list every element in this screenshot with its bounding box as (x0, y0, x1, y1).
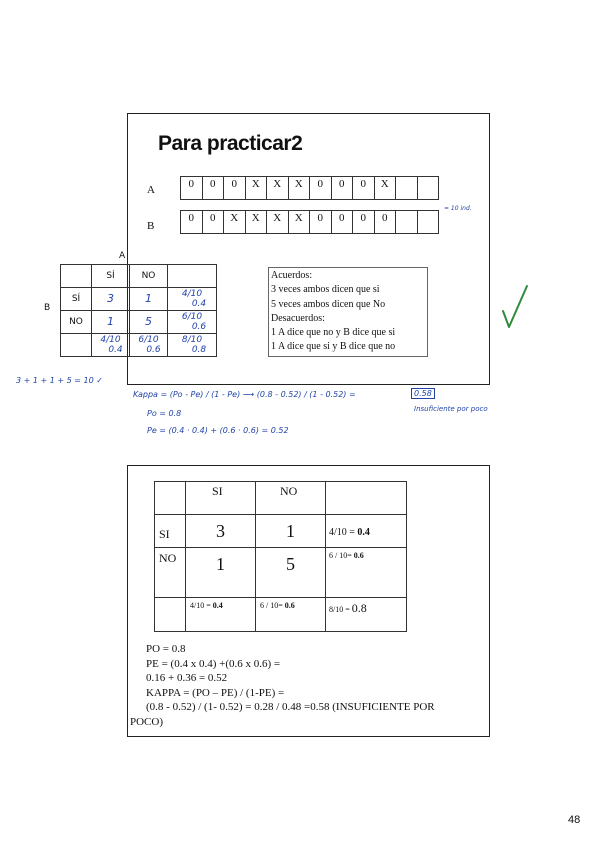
row-header-no: NO (61, 311, 92, 334)
grid-cell: X (245, 177, 267, 200)
fraction: 4/10 (100, 335, 121, 345)
grand-total (326, 598, 407, 632)
row-total-si (326, 515, 407, 548)
grid-cell: 0 (331, 211, 353, 234)
row-a-label: A (147, 184, 155, 196)
grid-cell: X (288, 177, 310, 200)
fraction: 6 / 10= (260, 601, 285, 610)
col-total-si (186, 598, 256, 632)
totals-corner (155, 598, 186, 632)
grid-cell: 0 (331, 177, 353, 200)
calc-line: POCO) (130, 715, 164, 728)
rater-a-grid (180, 176, 439, 200)
slide-solution (127, 465, 490, 737)
table-corner (61, 265, 92, 288)
table-corner (155, 482, 186, 515)
cell-si-si: 3 (92, 288, 130, 311)
calc-line: PE = (0.4 x 0.4) +(0.6 x 0.6) = (146, 657, 281, 670)
probability: 0.4 (212, 601, 223, 610)
cell-no-no: 5 (130, 311, 168, 334)
agreement-line: 1 A dice que no y B dice que si (271, 327, 396, 339)
agreement-line: Acuerdos: (271, 270, 313, 281)
row-total-no (168, 311, 217, 334)
col-header-si: SI (186, 482, 256, 515)
probability: 0.8 (351, 601, 367, 615)
row-total-si (168, 288, 217, 311)
probability: 0.4 (108, 345, 123, 355)
cell-si-si: 3 (186, 515, 256, 548)
agreement-box (268, 267, 428, 357)
fraction: 8/10 = (329, 605, 352, 614)
kappa-calculation (128, 642, 483, 729)
totals-corner (61, 334, 92, 357)
cell-si-no: 1 (256, 515, 326, 548)
grid-cell: X (374, 177, 396, 200)
contingency-table (154, 481, 407, 632)
row-b-label: B (147, 220, 155, 232)
fraction: 8/10 (181, 335, 203, 345)
grid-cell: X (267, 177, 289, 200)
handwritten-b-label: B (44, 303, 51, 313)
agreement-line: Desacuerdos: (271, 312, 325, 324)
col-header-no: NO (130, 265, 168, 288)
probability: 0.6 (353, 551, 364, 560)
handwritten-note-10: = 10 ind. (444, 205, 472, 212)
grid-cell: 0 (353, 177, 375, 200)
agreement-line: 1 A dice que si y B dice que no (271, 341, 396, 353)
handwritten-kappa-result: 0.58 (411, 388, 435, 399)
col-total-no (130, 334, 168, 357)
probability: 0.4 (191, 299, 207, 309)
grid-cell: 0 (310, 177, 332, 200)
calc-line: 0.16 + 0.36 = 0.52 (146, 672, 228, 684)
fraction: 6/10 (181, 312, 203, 322)
row-header-si: SÍ (61, 288, 92, 311)
probability: 0.6 (146, 345, 161, 355)
col-header-si: SÍ (92, 265, 130, 288)
handwritten-sum: 3 + 1 + 1 + 5 = 10 ✓ (16, 376, 103, 385)
handwritten-a-label: A (119, 251, 126, 261)
col-total-no (256, 598, 326, 632)
grid-cell: 0 (353, 211, 375, 234)
row-total-no (326, 548, 407, 598)
slide-title: Para practicar2 (158, 132, 303, 155)
grid-cell: 0 (310, 211, 332, 234)
handwritten-kappa-formula: Kappa = (Po - Pe) / (1 - Pe) ⟶ (0.8 - 0.52) / (1 - 0.52) = (133, 390, 356, 399)
grid-cell (417, 177, 439, 200)
grid-cell: X (267, 211, 289, 234)
grid-cell (396, 211, 418, 234)
fraction: 6 / 10= (329, 551, 354, 560)
page-number: 48 (568, 814, 581, 826)
fraction: 4/10 (181, 289, 203, 299)
grid-cell (396, 177, 418, 200)
grid-cell: 0 (224, 177, 246, 200)
cell-si-no: 1 (130, 288, 168, 311)
grid-cell: 0 (374, 211, 396, 234)
check-mark-icon (500, 283, 530, 331)
calc-line: (0.8 - 0.52) / (1- 0.52) = 0.28 / 0.48 =0.58 (INSUFICIENTE POR (146, 701, 435, 713)
cell-no-si: 1 (186, 548, 256, 598)
row-header-si: SI (155, 515, 186, 548)
col-header-total (168, 265, 217, 288)
handwritten-spacer (446, 213, 447, 214)
probability: 0.6 (284, 601, 295, 610)
grid-cell: 0 (181, 177, 203, 200)
handwritten-po: Po = 0.8 (147, 409, 182, 418)
handwritten-pe: Pe = (0.4 · 0.4) + (0.6 · 0.6) = 0.52 (147, 426, 289, 435)
calc-line: PO = 0.8 (146, 643, 186, 655)
handwritten-contingency-table (60, 264, 217, 357)
rater-b-grid (180, 210, 439, 234)
grid-cell: 0 (181, 211, 203, 234)
probability: 0.6 (191, 322, 207, 332)
fraction: 4/10 = (190, 601, 213, 610)
grid-cell: 0 (202, 211, 224, 234)
fraction: 4/10 = (329, 527, 358, 538)
handwritten-insuficiente: Insuficiente por poco (414, 405, 488, 413)
cell-no-no: 5 (256, 548, 326, 598)
cell-no-si: 1 (92, 311, 130, 334)
agreement-line: 3 veces ambos dicen que si (271, 284, 380, 296)
fraction: 6/10 (138, 335, 159, 345)
grid-cell (417, 211, 439, 234)
col-header-total (326, 482, 407, 515)
probability: 0.4 (357, 527, 370, 538)
grid-cell: X (224, 211, 246, 234)
grand-total (168, 334, 217, 357)
grid-cell: X (245, 211, 267, 234)
grid-cell: X (288, 211, 310, 234)
agreement-line: 5 veces ambos dicen que No (271, 298, 386, 310)
probability: 0.8 (191, 345, 207, 355)
grid-cell: 0 (202, 177, 224, 200)
row-header-no: NO (155, 548, 186, 598)
calc-line: KAPPA = (PO – PE) / (1-PE) = (146, 686, 285, 699)
col-total-si (92, 334, 130, 357)
col-header-no: NO (256, 482, 326, 515)
